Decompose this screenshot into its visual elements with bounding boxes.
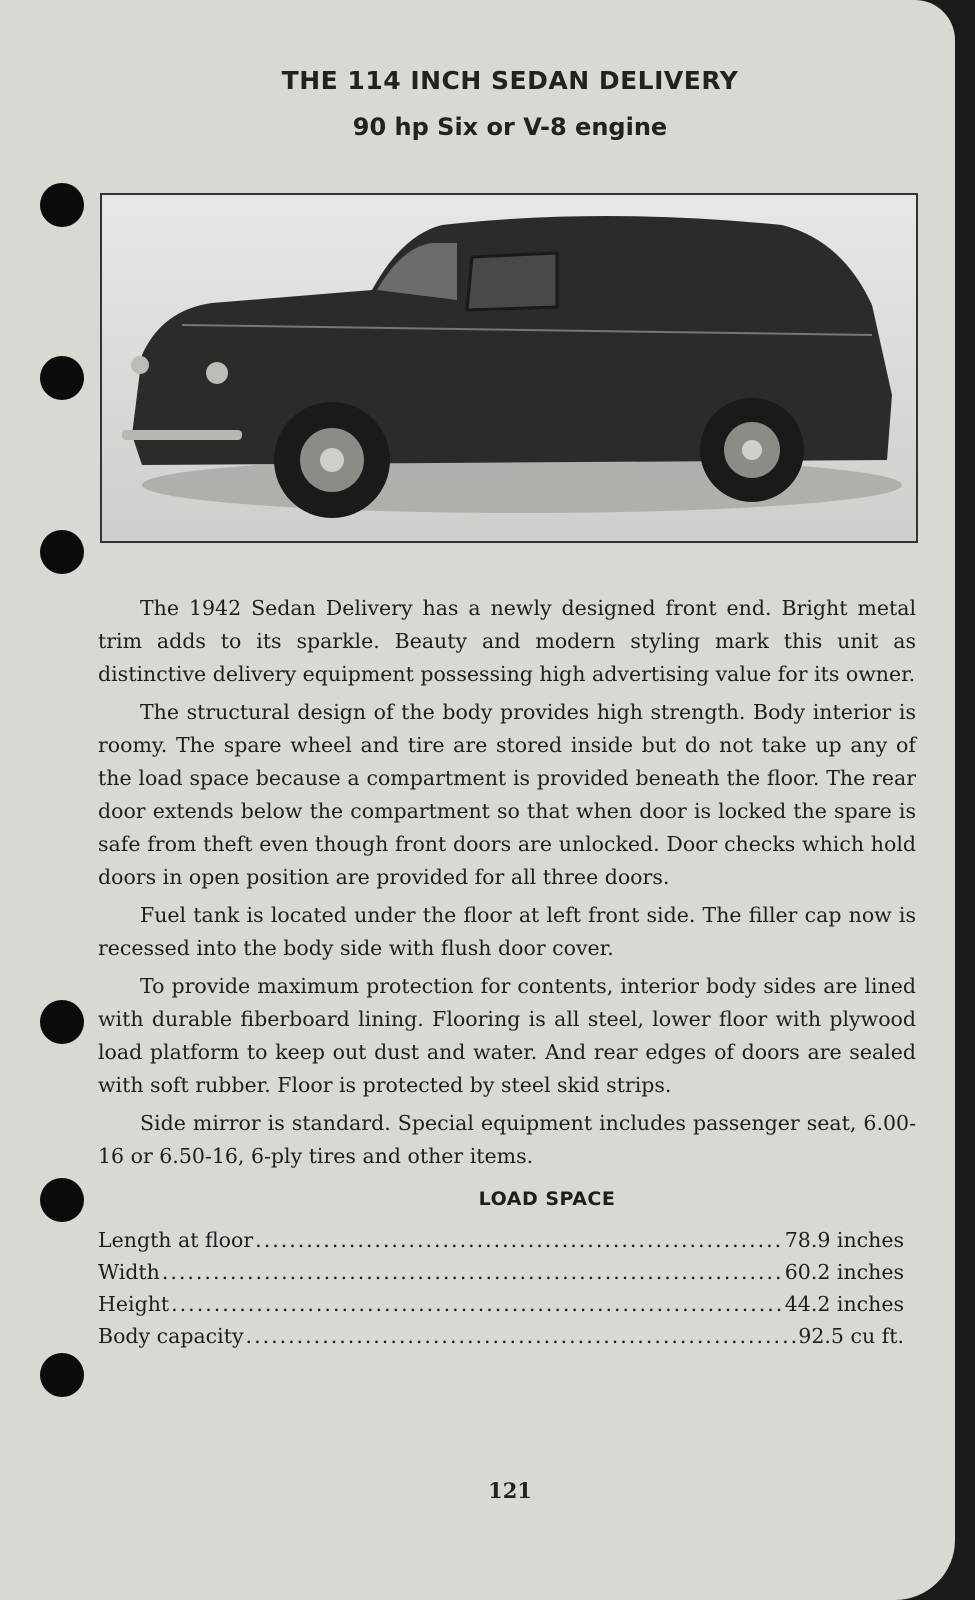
leader-dots [246, 1320, 797, 1353]
paragraph: Side mirror is standard. Special equipment includes passenger seat, 6.00-16 or 6.50-16, 6-ply tires and other items. [98, 1111, 916, 1168]
row-value: 78.9 inches [784, 1228, 904, 1252]
paragraph: Fuel tank is located under the floor at left front side. The filler cap now is recessed into the body side with flush door cover. [98, 903, 916, 960]
punch-hole [40, 356, 84, 400]
leader-dots [171, 1288, 783, 1321]
row-label: Height [98, 1292, 170, 1316]
load-space-heading: LOAD SPACE [478, 1188, 616, 1210]
paragraph: To provide maximum protection for contents, interior body sides are lined with durable fiberboard lining. Flooring is all steel, lower floor with plywood load platform to keep out dust and water. And rear edges of doors are sealed with soft rubber. Floor is protected by steel skid strips. [98, 974, 916, 1097]
row-value: 60.2 inches [784, 1260, 904, 1284]
load-space-table [98, 1224, 916, 1352]
load-space-row [98, 1320, 916, 1352]
body-text [98, 592, 916, 1352]
page-subtitle: 90 hp Six or V-8 engine [352, 113, 668, 141]
row-value: 92.5 cu ft. [798, 1324, 904, 1348]
leader-dots [162, 1256, 783, 1289]
punch-hole [40, 1353, 84, 1397]
paragraph: The structural design of the body provides high strength. Body interior is roomy. The spare wheel and tire are stored inside but do not take up any of the load space because a compartment is provided beneath the floor. The rear door extends below the compartment so that when door is locked the spare is safe from theft even though front doors are unlocked. Door checks which hold doors in open position are provided for all three doors. [98, 700, 916, 889]
punch-hole [40, 1178, 84, 1222]
punch-hole [40, 530, 84, 574]
page-number: 121 [488, 1478, 532, 1503]
punch-hole [40, 1000, 84, 1044]
page-title: THE 114 INCH SEDAN DELIVERY [281, 66, 739, 95]
paragraph: The 1942 Sedan Delivery has a newly designed front end. Bright metal trim adds to its sparkle. Beauty and modern styling mark this unit as distinctive delivery equipment possessing high advertising value for its owner. [98, 596, 916, 686]
load-space-row [98, 1288, 916, 1320]
leader-dots [255, 1224, 783, 1257]
row-label: Body capacity [98, 1324, 244, 1348]
load-space-row [98, 1224, 916, 1256]
vehicle-photo [100, 193, 918, 543]
load-space-row [98, 1256, 916, 1288]
row-value: 44.2 inches [784, 1292, 904, 1316]
punch-hole [40, 183, 84, 227]
row-label: Width [98, 1260, 160, 1284]
row-label: Length at floor [98, 1228, 254, 1252]
